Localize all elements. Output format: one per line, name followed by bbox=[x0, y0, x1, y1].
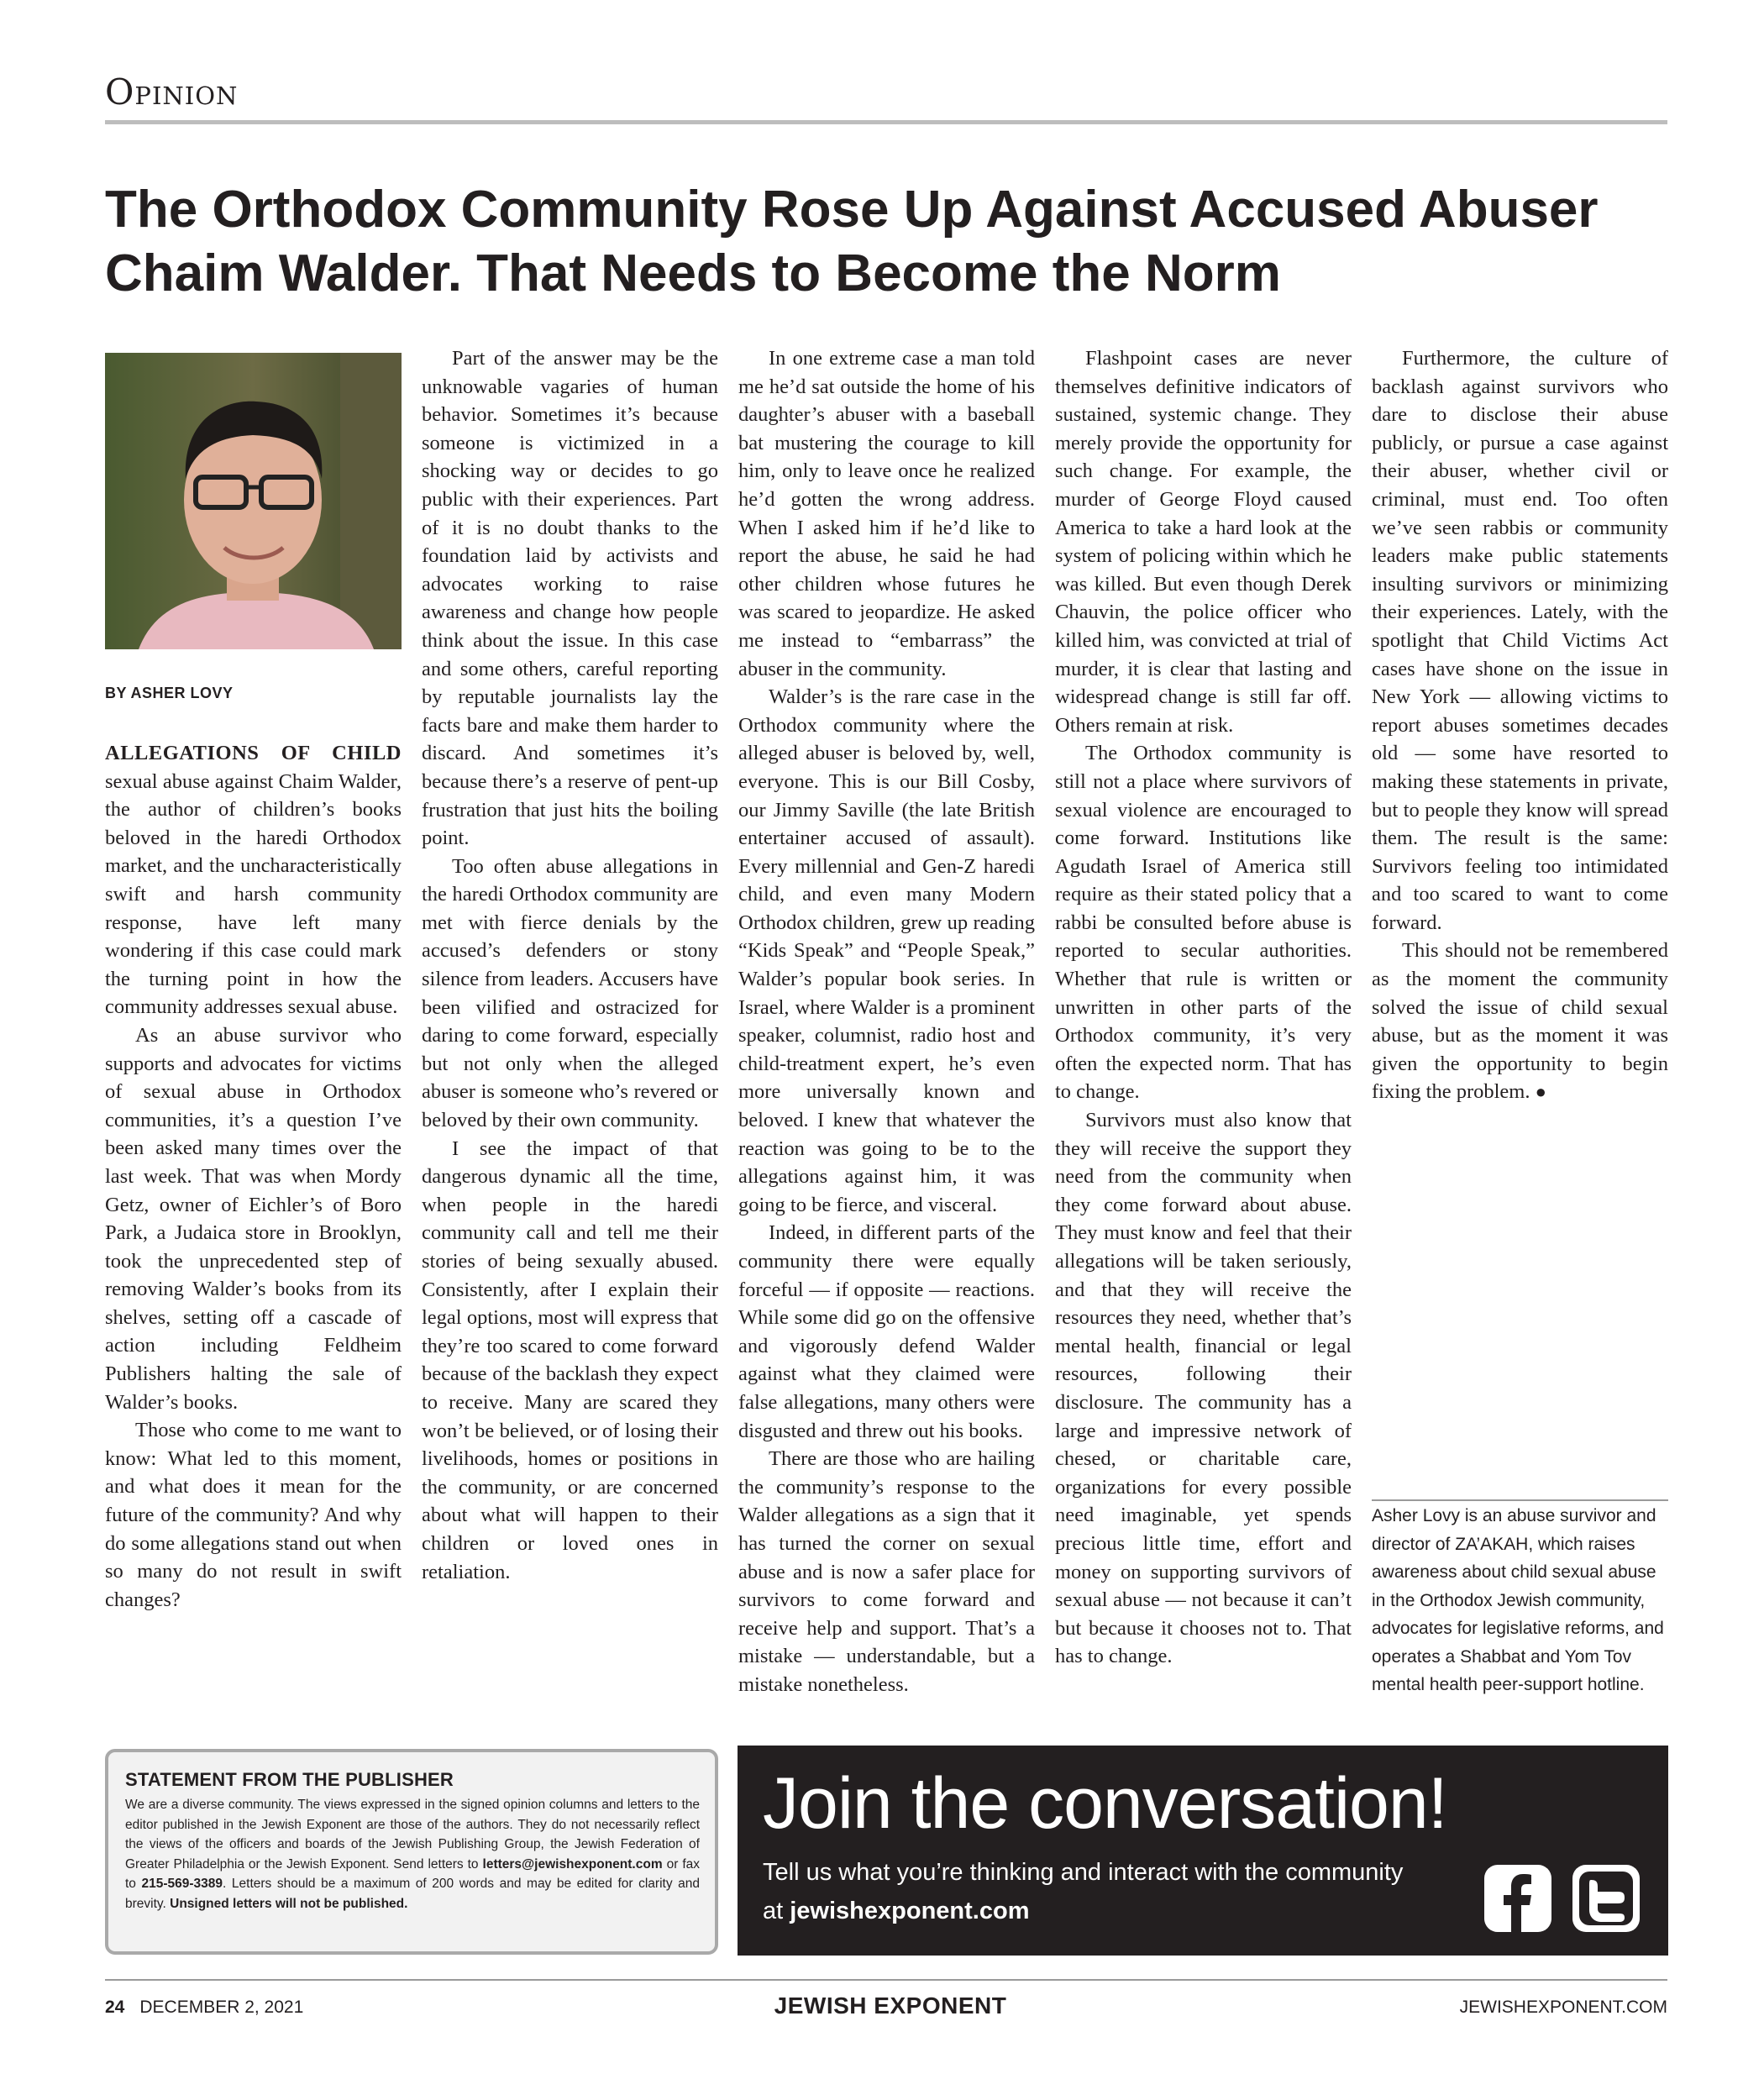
publication-name: JEWISH EXPONENT bbox=[774, 1992, 1007, 2019]
article-column-1 bbox=[105, 739, 402, 1726]
statement-text: . Letters should be a maximum of 200 words and may be edited for clarity and brevity. bbox=[125, 1877, 701, 1911]
article-paragraph: Walder’s is the rare case in the Orthodox community where the alleged abuser is beloved by, well, everyone. This is our Bill Cosby, our Jimmy Saville (the late British entertainer accused of assault). Every millennial and Gen-Z haredi child, and even many Modern Orthodox children, grew up reading “Kids Speak” and “People Speak,” Walder’s popular book series. In Israel, where Walder is a prominent speaker, columnist, radio host and child-treatment expert, he’s even more universally known and beloved. I knew that whatever the reaction was going to be to the allegations against him, it was going to be fierce, and visceral. bbox=[738, 685, 1035, 1216]
article-paragraph: Flashpoint cases are never themselves definitive indicators of sustained, systemic change. They merely provide the opportunity for such change. For example, the murder of George Floyd caused America to take a hard look at the system of policing within which he was killed. But even though Derek Chauvin, the police officer who killed him, was convicted at trial of murder, it is clear that lasting and widespread change is still far off. Others remain at risk. bbox=[1055, 347, 1352, 737]
article-paragraph: Part of the answer may be the unknowable vagaries of human behavior. Sometimes it’s because someone is victimized in a shocking way or decides to go public with their experiences. Part of it is no doubt thanks to the foundation laid by activists and advocates working to raise awareness and change how people think about the issue. In this case and some others, careful reporting by reputable journalists lay the facts bare and make them harder to discard. And sometimes it’s because there’s a reserve of pent-up frustration that just hits the boiling point. bbox=[422, 347, 718, 850]
article-paragraph: Those who come to me want to know: What led to this moment, and what does it mean for the future of the community? And why do some allegations stand out when so many do not result in swift changes? bbox=[105, 1419, 402, 1611]
author-photo bbox=[105, 353, 402, 649]
letters-email: letters@jewishexponent.com bbox=[482, 1856, 663, 1872]
article-paragraph: The Orthodox community is still not a place where survivors of sexual violence are encouraged to come forward. Institutions like Agudath Israel of America still require as their stated policy that a rabbi be consulted before abuse is reported to secular authorities. Whether that rule is written or unwritten in other parts of the Orthodox community, it’s very often the expected norm. That has to change. bbox=[1055, 742, 1352, 1104]
byline: BY ASHER LOVY bbox=[105, 685, 234, 701]
paragraph-text: sexual abuse against Chaim Walder, the author of children’s books beloved in the haredi Orthodox market, and the uncharacteristically swift and harsh community response, have left many wondering if this case could mark the turning point in how the community addresses sexual abuse. bbox=[105, 769, 402, 1019]
footer-folio bbox=[105, 1998, 303, 2018]
article-paragraph: Furthermore, the culture of backlash against survivors who dare to disclose their abuse publicly, or pursue a case against their abuser, whether civil or criminal, must end. Too often we’ve seen rabbis or community leaders make public statements insulting survivors or minimizing their experiences. Lately, with the spotlight that Child Victims Act cases have shone on the issue in New York — allowing victims to report abuses sometimes decades old — some have resorted to making these statements in private, but to people they know will spread them. The result is the same: Survivors feeling too intimidated and too scared to want to come forward. bbox=[1372, 347, 1668, 934]
article-paragraph: As an abuse survivor who supports and advocates for victims of sexual abuse in Orthodox communities, it’s a question I’ve been asked many times over the last week. That was when Mordy Getz, owner of Eichler’s of Boro Park, a Judaica store in Brooklyn, took the unprecedented step of removing Walder’s books from its shelves, setting off a cascade of action including Feldheim Publishers halting the sale of Walder’s books. bbox=[105, 1023, 402, 1414]
article-paragraph: In one extreme case a man told me he’d sat outside the home of his daughter’s abuser with a baseball bat mustering the courage to kill him, only to leave once he realized he’d gotten the wrong address. When I asked him if he’d like to report the abuse, he said he had other children whose futures he was scared to jeopardize. He asked me instead to “embarrass” the abuser in the community. bbox=[738, 347, 1035, 680]
article-column-5 bbox=[1372, 344, 1668, 1487]
promo-headline: Join the conversation! bbox=[763, 1763, 1447, 1844]
facebook-icon[interactable] bbox=[1483, 1863, 1553, 1934]
bio-divider bbox=[1372, 1499, 1668, 1501]
promo-line-prefix: at bbox=[763, 1898, 790, 1924]
page-number: 24 bbox=[105, 1998, 125, 2017]
publisher-statement-title: STATEMENT FROM THE PUBLISHER bbox=[125, 1769, 454, 1790]
article-paragraph: There are those who are hailing the community’s response to the Walder allegations as a sign that it has turned the corner on sexual abuse and is now a safer place for survivors to come forward and receive help and support. That’s a mistake — understandable, but a mistake nonetheless. bbox=[738, 1447, 1035, 1696]
publisher-statement-box bbox=[105, 1749, 718, 1955]
article-paragraph bbox=[1372, 937, 1668, 1106]
unsigned-letters-note: Unsigned letters will not be published. bbox=[170, 1896, 408, 1911]
article-paragraph: I see the impact of that dangerous dynamic all the time, when people in the haredi community call and tell me their stories of being sexually abused. Consistently, after I explain their legal options, most will express that they’re too scared to come forward because of the backlash they expect to receive. Many are scared they won’t be believed, or of losing their livelihoods, homes or positions in the community, or are concerned about what will happen to their children or loved ones in retaliation. bbox=[422, 1137, 718, 1583]
article-paragraph bbox=[105, 739, 402, 1021]
article-column-2 bbox=[422, 344, 718, 1726]
article-headline: The Orthodox Community Rose Up Against Accused Abuser Chaim Walder. That Needs to Become the Norm bbox=[105, 181, 1599, 302]
article-column-3 bbox=[738, 344, 1035, 1726]
fax-number: 215-569-3389 bbox=[141, 1877, 223, 1891]
article-paragraph: Survivors must also know that they will receive the support they need from the community when they come forward about abuse. They must know and feel that their allegations will be taken seriously, and that they will receive the resources they need, whether that’s mental health, financial or legal resources, following their disclosure. The community has a large and impressive network of chesed, or charitable care, organizations for every possible need imaginable, yet spends precious little time, effort and money on supporting survivors of sexual abuse — not because it can’t but because it chooses not to. That has to change. bbox=[1055, 1109, 1352, 1668]
publication-website[interactable]: JEWISHEXPONENT.COM bbox=[1459, 1998, 1667, 2017]
twitter-icon[interactable] bbox=[1571, 1863, 1641, 1934]
article-paragraph: Too often abuse allegations in the haredi Orthodox community are met with fierce denials by the accused’s defenders or stony silence from leaders. Accusers have been vilified and ostracized for daring to come forward, especially but not only when the alleged abuser is someone who’s revered or beloved by their own community. bbox=[422, 854, 718, 1132]
footer-divider bbox=[105, 1979, 1667, 1981]
article-column-4 bbox=[1055, 344, 1352, 1726]
author-bio: Asher Lovy is an abuse survivor and director of ZA’AKAH, which raises awareness about child sexual abuse in the Orthodox Jewish community, advocates for legislative reforms, and operates a Shabbat and Yom Tov mental health peer-support hotline. bbox=[1372, 1506, 1664, 1694]
lead-in: ALLEGATIONS OF CHILD bbox=[105, 742, 402, 764]
end-mark-icon: ● bbox=[1535, 1081, 1546, 1103]
statement-text: or fax to bbox=[125, 1856, 700, 1891]
promo-url[interactable]: jewishexponent.com bbox=[790, 1898, 1030, 1924]
article-paragraph: Indeed, in different parts of the community there were equally forceful — if opposite — reactions. While some did go on the offensive and vigorously defend Walder against what they claimed were false allegations, many others were disgusted and threw out his books. bbox=[738, 1221, 1035, 1442]
promo-line: Tell us what you’re thinking and interact with the community bbox=[763, 1859, 1404, 1886]
section-divider bbox=[105, 120, 1667, 124]
join-conversation-promo bbox=[738, 1746, 1668, 1956]
section-label: Opinion bbox=[105, 71, 239, 113]
publisher-statement-text bbox=[125, 1795, 700, 1914]
promo-subtext bbox=[763, 1853, 1452, 1930]
issue-date: DECEMBER 2, 2021 bbox=[139, 1998, 304, 2017]
statement-text: We are a diverse community. The views expressed in the signed opinion columns and letters to the editor published in the Jewish Exponent are those of the authors. They do not necessarily reflect the views of the officers and boards of the Jewish Publishing Group, the Jewish Federation of Greater Philadelphia or the Jewish Exponent. Send letters to bbox=[125, 1798, 700, 1872]
paragraph-text: This should not be remembered as the moment the community solved the issue of child sexual abuse, but as the moment it was given the opportunity to begin fixing the problem. bbox=[1372, 939, 1668, 1104]
